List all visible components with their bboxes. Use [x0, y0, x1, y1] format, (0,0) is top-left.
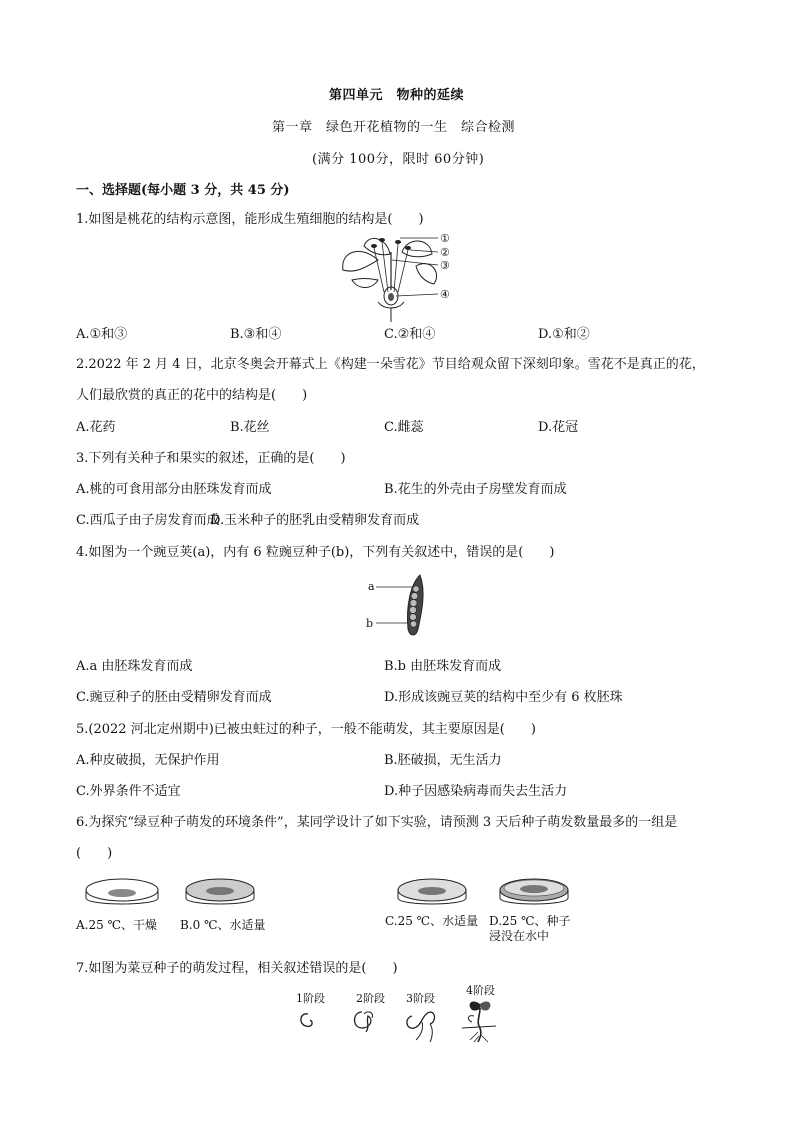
- question-2-stem-line1: 2.2022 年 2 月 4 日，北京冬奥会开幕式上《构建一朵雪花》节目给观众留下深刻印象。雪花不是真正的花，: [76, 357, 705, 372]
- flower-label-3: ③: [440, 259, 450, 272]
- question-5-options-row1: [76, 749, 754, 769]
- question-6-stem-line2: ( ): [76, 846, 113, 861]
- option-b[interactable]: B.花生的外壳由子房壁发育而成: [384, 482, 567, 497]
- question-4-stem: 4.如图为一个豌豆荚(a)，内有 6 粒豌豆种子(b)，下列有关叙述中，错误的是( ): [76, 545, 555, 560]
- question-4-options-row2: [76, 686, 754, 706]
- question-3-stem: 3.下列有关种子和果实的叙述，正确的是( ): [76, 451, 346, 466]
- stage-label-2: 2阶段: [356, 992, 385, 1005]
- section-heading: 一、选择题(每小题 3 分，共 45 分): [76, 183, 290, 198]
- petri-dish-a: [84, 874, 164, 914]
- option-d[interactable]: D.玉米种子的胚乳由受精卵发育而成: [210, 513, 420, 528]
- question-1-stem: 1.如图是桃花的结构示意图，能形成生殖细胞的结构是( ): [76, 212, 424, 227]
- option-a[interactable]: A.花药: [76, 420, 116, 435]
- question-2-options: [76, 416, 754, 436]
- option-b[interactable]: B.胚破损，无生活力: [384, 753, 502, 768]
- option-c[interactable]: C.外界条件不适宜: [76, 784, 181, 799]
- bean-germination-diagram: [290, 982, 510, 1042]
- option-d-continued: 浸没在水中: [489, 929, 550, 943]
- option-b[interactable]: B.花丝: [230, 420, 270, 435]
- option-c[interactable]: C.雌蕊: [384, 420, 424, 435]
- pod-label-b: b: [366, 617, 374, 630]
- option-c[interactable]: C.豌豆种子的胚由受精卵发育而成: [76, 690, 272, 705]
- option-b[interactable]: B.③和④: [230, 327, 282, 342]
- question-2-stem-line2: 人们最欣赏的真正的花中的结构是( ): [76, 388, 308, 403]
- flower-label-2: ②: [440, 246, 450, 259]
- flower-label-4: ④: [440, 288, 450, 301]
- question-4-options-row1: [76, 655, 754, 675]
- option-b[interactable]: B.b 由胚珠发育而成: [384, 659, 502, 674]
- peach-flower-diagram: [338, 232, 468, 322]
- petri-dish-b: [184, 874, 264, 914]
- unit-title: 第四单元 物种的延续: [329, 88, 465, 103]
- flower-label-1: ①: [440, 232, 450, 245]
- stage-label-4: 4阶段: [466, 984, 495, 997]
- option-d[interactable]: D.25 ℃、种子: [489, 914, 571, 928]
- option-a[interactable]: A.a 由胚珠发育而成: [76, 659, 193, 674]
- pod-label-a: a: [368, 580, 375, 593]
- option-d[interactable]: D.①和②: [538, 327, 590, 342]
- option-d[interactable]: D.种子因感染病毒而失去生活力: [384, 784, 568, 799]
- option-c[interactable]: C.西瓜子由子房发育而成: [76, 513, 220, 528]
- question-3-options-row2: [76, 509, 754, 529]
- option-b[interactable]: B.0 ℃、水适量: [180, 918, 266, 932]
- option-a[interactable]: A.桃的可食用部分由胚珠发育而成: [76, 482, 272, 497]
- chapter-title: 第一章 绿色开花植物的一生 综合检测: [272, 120, 516, 135]
- option-a[interactable]: A.25 ℃、干燥: [76, 918, 157, 932]
- petri-dish-d: [496, 874, 576, 914]
- petri-dish-c: [394, 874, 474, 914]
- option-d[interactable]: D.花冠: [538, 420, 579, 435]
- option-a[interactable]: A.①和③: [76, 327, 128, 342]
- question-1-options: [76, 323, 754, 343]
- question-5-stem: 5.(2022 河北定州期中)已被虫蛀过的种子，一般不能萌发，其主要原因是( ): [76, 722, 536, 737]
- question-6-stem-line1: 6.为探究“绿豆种子萌发的环境条件”，某同学设计了如下实验，请预测 3 天后种子萌发数量最多的一组是: [76, 815, 678, 830]
- question-5-options-row2: [76, 780, 754, 800]
- question-3-options-row1: [76, 478, 754, 498]
- option-c[interactable]: C.25 ℃、水适量: [385, 914, 479, 928]
- exam-info: (满分 100分，限时 60分钟): [312, 152, 485, 167]
- option-d[interactable]: D.形成该豌豆荚的结构中至少有 6 枚胚珠: [384, 690, 623, 705]
- stage-label-1: 1阶段: [296, 992, 325, 1005]
- stage-label-3: 3阶段: [406, 992, 435, 1005]
- option-a[interactable]: A.种皮破损，无保护作用: [76, 753, 220, 768]
- pea-pod-diagram: [352, 571, 442, 641]
- option-c[interactable]: C.②和④: [384, 327, 436, 342]
- question-7-stem: 7.如图为菜豆种子的萌发过程，相关叙述错误的是( ): [76, 961, 398, 976]
